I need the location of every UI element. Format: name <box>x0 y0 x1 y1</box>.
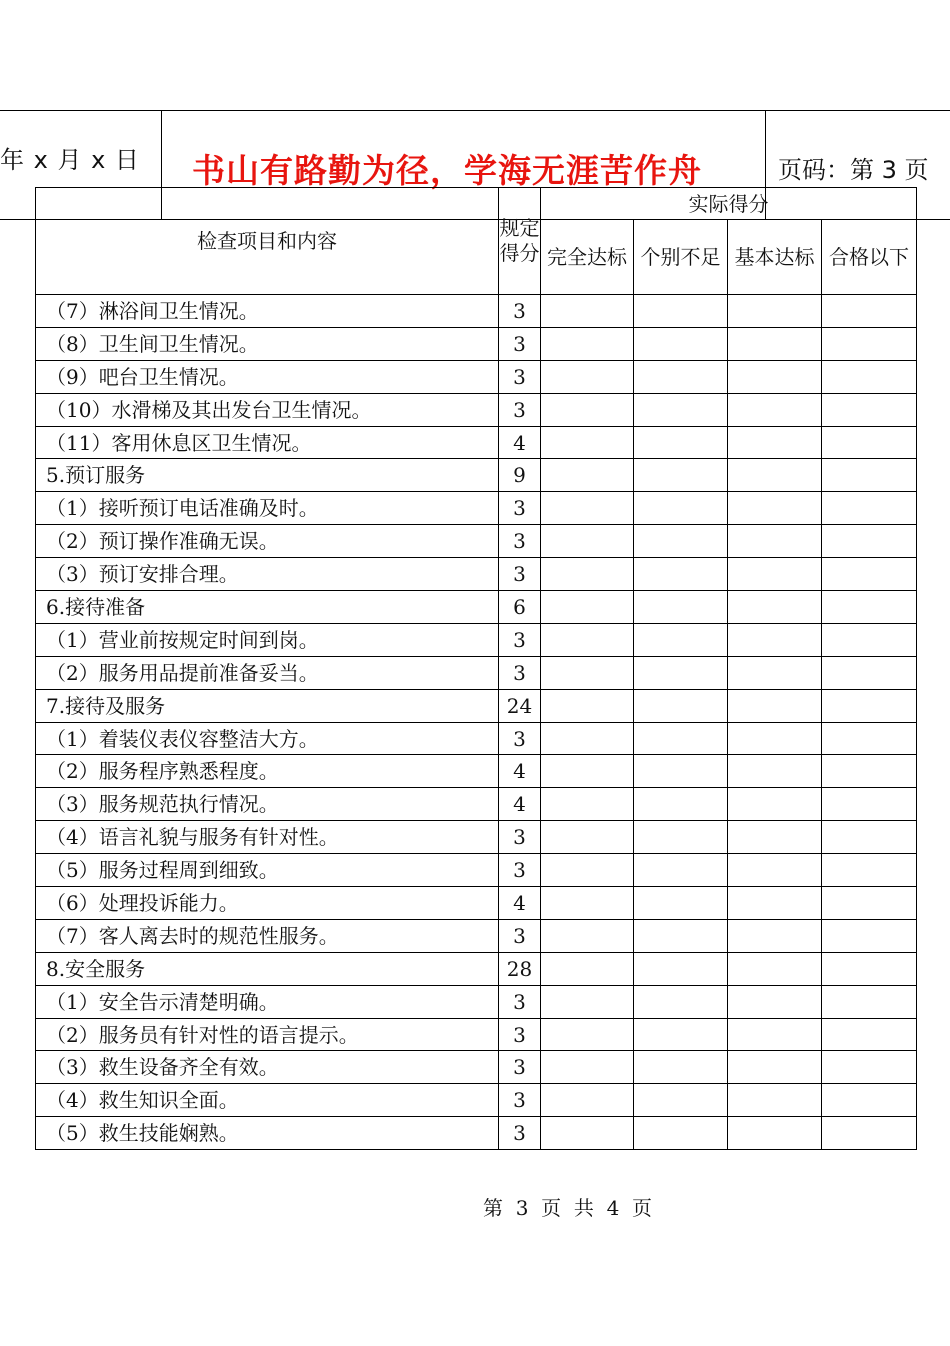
actual-score-cell[interactable] <box>728 525 822 558</box>
table-header-row-1 <box>36 188 917 220</box>
sub-header-partial: 个别不足 <box>634 220 728 295</box>
actual-score-cell[interactable] <box>822 985 917 1018</box>
actual-score-cell[interactable] <box>728 854 822 887</box>
table-row <box>36 689 917 722</box>
actual-score-cell[interactable] <box>541 558 634 591</box>
table-row <box>36 295 917 328</box>
actual-score-cell[interactable] <box>634 821 728 854</box>
actual-score-cell[interactable] <box>822 426 917 459</box>
item-label: （3）救生设备齐全有效。 <box>36 1051 499 1084</box>
actual-score-cell[interactable] <box>634 755 728 788</box>
actual-score-cell[interactable] <box>541 1051 634 1084</box>
actual-score-cell[interactable] <box>634 788 728 821</box>
col-header-score: 规定得分 <box>499 188 541 295</box>
actual-score-cell[interactable] <box>541 459 634 492</box>
section-label: 6.接待准备 <box>36 591 499 624</box>
actual-score-cell[interactable] <box>541 689 634 722</box>
table-row <box>36 525 917 558</box>
table-row <box>36 887 917 920</box>
col-header-actual: 实际得分 <box>541 188 917 220</box>
table-row <box>36 426 917 459</box>
item-label: （2）服务程序熟悉程度。 <box>36 755 499 788</box>
actual-score-cell[interactable] <box>822 525 917 558</box>
item-label: （2）服务员有针对性的语言提示。 <box>36 1018 499 1051</box>
actual-score-cell[interactable] <box>728 1084 822 1117</box>
actual-score-cell[interactable] <box>634 492 728 525</box>
item-score: 3 <box>499 1018 541 1051</box>
actual-score-cell[interactable] <box>822 393 917 426</box>
item-label: （2）服务用品提前准备妥当。 <box>36 656 499 689</box>
item-label: （10）水滑梯及其出发台卫生情况。 <box>36 393 499 426</box>
item-score: 3 <box>499 919 541 952</box>
actual-score-cell[interactable] <box>634 1117 728 1150</box>
item-label: （4）救生知识全面。 <box>36 1084 499 1117</box>
item-score: 3 <box>499 558 541 591</box>
item-label: （5）服务过程周到细致。 <box>36 854 499 887</box>
item-score: 4 <box>499 426 541 459</box>
actual-score-cell[interactable] <box>822 558 917 591</box>
table-row <box>36 1084 917 1117</box>
section-label: 5.预订服务 <box>36 459 499 492</box>
actual-score-cell[interactable] <box>822 1018 917 1051</box>
actual-score-cell[interactable] <box>728 327 822 360</box>
page-footer: 第 3 页 共 4 页 <box>483 1196 653 1220</box>
actual-score-cell[interactable] <box>728 393 822 426</box>
table-row <box>36 623 917 656</box>
item-score: 3 <box>499 1117 541 1150</box>
actual-score-cell[interactable] <box>728 426 822 459</box>
actual-score-cell[interactable] <box>541 656 634 689</box>
actual-score-cell[interactable] <box>634 689 728 722</box>
item-score: 3 <box>499 1084 541 1117</box>
actual-score-cell[interactable] <box>634 360 728 393</box>
actual-score-cell[interactable] <box>728 656 822 689</box>
table-row <box>36 985 917 1018</box>
actual-score-cell[interactable] <box>634 558 728 591</box>
header-date: 年 x 月 x 日 <box>0 146 140 174</box>
section-label: 8.安全服务 <box>36 952 499 985</box>
actual-score-cell[interactable] <box>728 755 822 788</box>
section-label: 7.接待及服务 <box>36 689 499 722</box>
table-row <box>36 854 917 887</box>
item-label: （5）救生技能娴熟。 <box>36 1117 499 1150</box>
item-label: （3）预订安排合理。 <box>36 558 499 591</box>
actual-score-cell[interactable] <box>541 623 634 656</box>
actual-score-cell[interactable] <box>541 952 634 985</box>
actual-score-cell[interactable] <box>728 1018 822 1051</box>
table-row <box>36 1117 917 1150</box>
actual-score-cell[interactable] <box>822 755 917 788</box>
actual-score-cell[interactable] <box>541 985 634 1018</box>
actual-score-cell[interactable] <box>822 591 917 624</box>
header-page-label: 页码：第 3 页 <box>778 156 929 184</box>
actual-score-cell[interactable] <box>822 689 917 722</box>
actual-score-cell[interactable] <box>541 755 634 788</box>
actual-score-cell[interactable] <box>634 459 728 492</box>
actual-score-cell[interactable] <box>728 558 822 591</box>
item-score: 3 <box>499 722 541 755</box>
actual-score-cell[interactable] <box>728 1117 822 1150</box>
header-motto: 书山有路勤为径，学海无涯苦作舟 <box>192 151 702 190</box>
item-score: 3 <box>499 623 541 656</box>
actual-score-cell[interactable] <box>822 919 917 952</box>
actual-score-cell[interactable] <box>541 821 634 854</box>
actual-score-cell[interactable] <box>728 459 822 492</box>
actual-score-cell[interactable] <box>541 591 634 624</box>
item-score: 3 <box>499 1051 541 1084</box>
item-label: （11）客用休息区卫生情况。 <box>36 426 499 459</box>
actual-score-cell[interactable] <box>728 623 822 656</box>
actual-score-cell[interactable] <box>728 722 822 755</box>
actual-score-cell[interactable] <box>728 788 822 821</box>
item-score: 3 <box>499 525 541 558</box>
actual-score-cell[interactable] <box>541 295 634 328</box>
table-row <box>36 393 917 426</box>
sub-header-below: 合格以下 <box>822 220 917 295</box>
actual-score-cell[interactable] <box>728 1051 822 1084</box>
actual-score-cell[interactable] <box>822 722 917 755</box>
table-row <box>36 952 917 985</box>
actual-score-cell[interactable] <box>822 360 917 393</box>
actual-score-cell[interactable] <box>634 623 728 656</box>
actual-score-cell[interactable] <box>822 327 917 360</box>
item-score: 3 <box>499 327 541 360</box>
actual-score-cell[interactable] <box>822 623 917 656</box>
item-score: 3 <box>499 656 541 689</box>
item-score: 3 <box>499 295 541 328</box>
item-score: 28 <box>499 952 541 985</box>
item-label: （7）客人离去时的规范性服务。 <box>36 919 499 952</box>
actual-score-cell[interactable] <box>634 295 728 328</box>
actual-score-cell[interactable] <box>822 295 917 328</box>
item-label: （9）吧台卫生情况。 <box>36 360 499 393</box>
actual-score-cell[interactable] <box>634 952 728 985</box>
item-label: （6）处理投诉能力。 <box>36 887 499 920</box>
actual-score-cell[interactable] <box>541 426 634 459</box>
actual-score-cell[interactable] <box>728 295 822 328</box>
table-row <box>36 788 917 821</box>
item-label: （7）淋浴间卫生情况。 <box>36 295 499 328</box>
header-top-rule <box>0 110 950 111</box>
item-score: 4 <box>499 755 541 788</box>
actual-score-cell[interactable] <box>541 327 634 360</box>
actual-score-cell[interactable] <box>634 1018 728 1051</box>
actual-score-cell[interactable] <box>822 1084 917 1117</box>
item-score: 3 <box>499 985 541 1018</box>
item-label: （1）接听预订电话准确及时。 <box>36 492 499 525</box>
actual-score-cell[interactable] <box>634 854 728 887</box>
table-row <box>36 1018 917 1051</box>
item-score: 24 <box>499 689 541 722</box>
item-score: 3 <box>499 821 541 854</box>
actual-score-cell[interactable] <box>728 952 822 985</box>
actual-score-cell[interactable] <box>728 360 822 393</box>
actual-score-cell[interactable] <box>822 1051 917 1084</box>
actual-score-cell[interactable] <box>728 887 822 920</box>
item-score: 6 <box>499 591 541 624</box>
item-score: 4 <box>499 887 541 920</box>
sub-header-basic: 基本达标 <box>728 220 822 295</box>
actual-score-cell[interactable] <box>634 426 728 459</box>
actual-score-cell[interactable] <box>822 656 917 689</box>
actual-score-cell[interactable] <box>541 887 634 920</box>
actual-score-cell[interactable] <box>728 919 822 952</box>
item-score: 9 <box>499 459 541 492</box>
item-label: （8）卫生间卫生情况。 <box>36 327 499 360</box>
item-label: （4）语言礼貌与服务有针对性。 <box>36 821 499 854</box>
item-score: 3 <box>499 360 541 393</box>
item-label: （1）着装仪表仪容整洁大方。 <box>36 722 499 755</box>
col-header-item: 检查项目和内容 <box>36 188 499 295</box>
table-row <box>36 821 917 854</box>
table-row <box>36 492 917 525</box>
actual-score-cell[interactable] <box>541 722 634 755</box>
actual-score-cell[interactable] <box>634 919 728 952</box>
item-label: （1）安全告示清楚明确。 <box>36 985 499 1018</box>
actual-score-cell[interactable] <box>634 1051 728 1084</box>
actual-score-cell[interactable] <box>634 985 728 1018</box>
actual-score-cell[interactable] <box>634 591 728 624</box>
actual-score-cell[interactable] <box>822 492 917 525</box>
actual-score-cell[interactable] <box>728 821 822 854</box>
item-label: （3）服务规范执行情况。 <box>36 788 499 821</box>
actual-score-cell[interactable] <box>541 1018 634 1051</box>
actual-score-cell[interactable] <box>822 821 917 854</box>
actual-score-cell[interactable] <box>822 854 917 887</box>
actual-score-cell[interactable] <box>541 360 634 393</box>
table-row <box>36 1051 917 1084</box>
actual-score-cell[interactable] <box>822 788 917 821</box>
table-row <box>36 558 917 591</box>
actual-score-cell[interactable] <box>728 689 822 722</box>
actual-score-cell[interactable] <box>541 919 634 952</box>
actual-score-cell[interactable] <box>541 854 634 887</box>
table-row <box>36 459 917 492</box>
actual-score-cell[interactable] <box>541 788 634 821</box>
item-score: 3 <box>499 854 541 887</box>
actual-score-cell[interactable] <box>728 492 822 525</box>
actual-score-cell[interactable] <box>541 1084 634 1117</box>
actual-score-cell[interactable] <box>634 887 728 920</box>
actual-score-cell[interactable] <box>822 1117 917 1150</box>
actual-score-cell[interactable] <box>822 887 917 920</box>
table-row <box>36 919 917 952</box>
actual-score-cell[interactable] <box>822 459 917 492</box>
item-score: 4 <box>499 788 541 821</box>
item-label: （2）预订操作准确无误。 <box>36 525 499 558</box>
sub-header-full: 完全达标 <box>541 220 634 295</box>
inspection-table <box>35 187 917 1150</box>
table-row <box>36 755 917 788</box>
actual-score-cell[interactable] <box>541 492 634 525</box>
actual-score-cell[interactable] <box>634 1084 728 1117</box>
actual-score-cell[interactable] <box>541 1117 634 1150</box>
item-score: 3 <box>499 393 541 426</box>
actual-score-cell[interactable] <box>634 393 728 426</box>
actual-score-cell[interactable] <box>822 952 917 985</box>
item-label: （1）营业前按规定时间到岗。 <box>36 623 499 656</box>
actual-score-cell[interactable] <box>634 327 728 360</box>
actual-score-cell[interactable] <box>541 393 634 426</box>
item-score: 3 <box>499 492 541 525</box>
actual-score-cell[interactable] <box>541 525 634 558</box>
table-row <box>36 722 917 755</box>
actual-score-cell[interactable] <box>728 591 822 624</box>
table-row <box>36 327 917 360</box>
table-row <box>36 591 917 624</box>
actual-score-cell[interactable] <box>634 722 728 755</box>
table-row <box>36 360 917 393</box>
table-row <box>36 656 917 689</box>
actual-score-cell[interactable] <box>634 656 728 689</box>
actual-score-cell[interactable] <box>634 525 728 558</box>
actual-score-cell[interactable] <box>728 985 822 1018</box>
